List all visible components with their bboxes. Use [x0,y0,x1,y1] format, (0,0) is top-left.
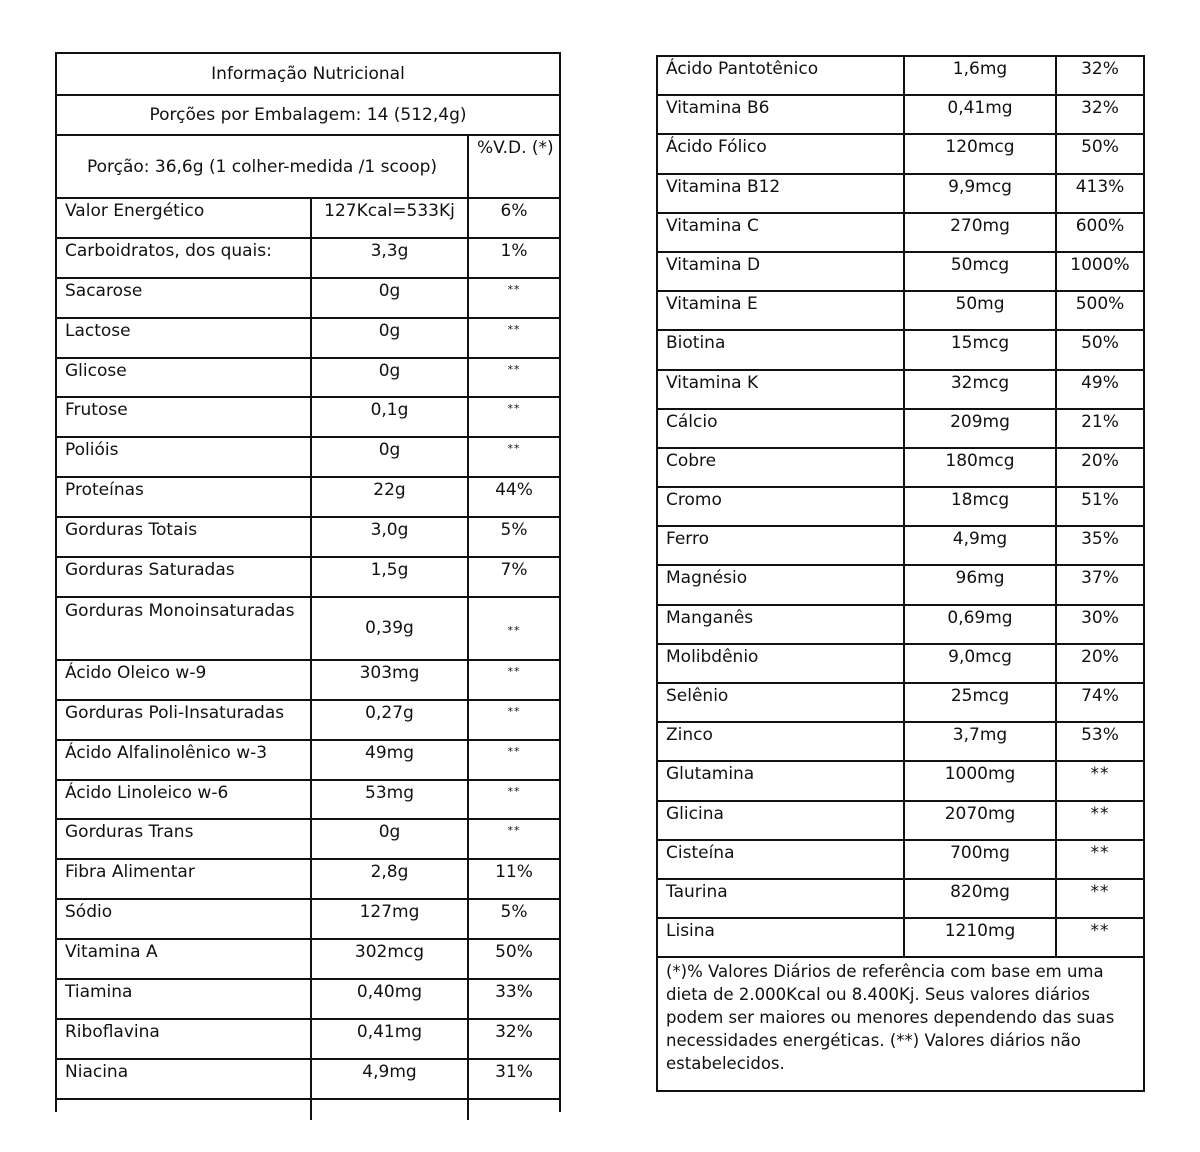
nutrient-name: Ácido Alfalinolênico w-3 [57,741,312,779]
nutrient-name: Niacina [57,1060,312,1098]
nutrient-amount: 50mcg [905,253,1057,290]
cutoff-cell [469,1100,559,1120]
nutrient-amount: 32mcg [905,371,1057,408]
nutrient-name: Gorduras Monoinsaturadas [57,598,312,659]
nutrient-vd: 32% [1081,59,1119,79]
portion-size: Porção: 36,6g (1 colher-medida /1 scoop) [57,136,469,197]
table-row [57,558,559,598]
nutrient-amount: 2,8g [312,860,469,898]
nutrient-vd: ** [507,744,521,758]
nutrient-vd: 49% [1081,372,1119,393]
nutrient-name: Molibdênio [658,645,905,682]
nutrient-amount: 15mcg [905,331,1057,368]
table-title: Informação Nutricional [211,64,405,84]
nutrient-name: Proteínas [57,478,312,516]
table-row [57,239,559,279]
nutrient-name: Valor Energético [57,199,312,237]
cutoff-cell [57,1100,312,1120]
portion-row [57,136,559,199]
nutrient-vd: 1000% [1070,254,1130,275]
nutrient-amount: 127Kcal=533Kj [312,199,469,237]
nutrition-table-right [656,55,1145,1092]
nutrient-vd: ** [507,442,521,456]
nutrient-vd: 6% [500,201,528,221]
nutrient-vd: 33% [495,982,533,1003]
nutrient-amount: 25mcg [905,684,1057,721]
nutrient-name: Frutose [57,398,312,436]
table-row [57,741,559,781]
nutrient-name: Gorduras Trans [57,820,312,858]
table-row [57,398,559,438]
nutrient-name: Ácido Linoleico w-6 [57,781,312,819]
table-row [658,449,1143,488]
nutrient-name: Ácido Pantotênico [658,57,905,94]
table-title-row [57,54,559,96]
nutrient-amount: 700mg [905,841,1057,878]
table-row [57,860,559,900]
nutrient-name: Cisteína [658,841,905,878]
table-row [658,527,1143,566]
table-row [658,919,1143,958]
nutrient-vd: ** [1090,764,1110,785]
nutrient-vd: ** [507,704,521,718]
nutrient-name: Cromo [658,488,905,525]
nutrient-vd: ** [507,282,521,296]
nutrient-amount: 0,39g [312,598,469,659]
nutrient-vd: 74% [1081,686,1119,706]
table-row [57,199,559,239]
nutrient-name: Tiamina [57,980,312,1018]
nutrient-amount: 0g [312,438,469,476]
nutrient-amount: 0g [312,319,469,357]
nutrient-vd: 5% [500,520,528,541]
nutrient-amount: 3,3g [312,239,469,277]
nutrient-name: Vitamina B6 [658,96,905,133]
table-row [658,684,1143,723]
nutrient-vd: 20% [1081,450,1119,471]
cutoff-cell [312,1100,469,1120]
nutrient-amount: 18mcg [905,488,1057,525]
nutrient-amount: 0,41mg [905,96,1057,133]
nutrient-name: Vitamina E [658,292,905,329]
footnote: (*)% Valores Diários de referência com base em uma dieta de 2.000Kcal ou 8.400Kj. Seus valores diários podem ser maiores ou menores dependendo das suas necessidades energéticas. (**) Valores diários não estabelecidos. [666,962,1115,1074]
table-row [57,518,559,558]
nutrient-amount: 127mg [312,900,469,938]
table-row [658,96,1143,135]
nutrient-amount: 209mg [905,410,1057,447]
nutrient-vd: 32% [1081,98,1119,119]
nutrient-amount: 0,41mg [312,1020,469,1058]
nutrient-vd: 413% [1075,176,1125,197]
nutrient-name: Sacarose [57,279,312,317]
table-row [57,980,559,1020]
nutrient-vd: ** [1090,842,1110,863]
nutrient-name: Fibra Alimentar [57,860,312,898]
nutrient-amount: 1,5g [312,558,469,596]
nutrient-amount: 180mcg [905,449,1057,486]
nutrient-vd: 500% [1075,294,1125,315]
nutrient-name: Gorduras Saturadas [57,558,312,596]
table-row-cutoff [57,1100,559,1120]
table-row [57,319,559,359]
table-row [57,1020,559,1060]
nutrient-amount: 49mg [312,741,469,779]
nutrient-amount: 302mcg [312,940,469,978]
table-row [57,1060,559,1100]
nutrient-vd: 7% [500,560,528,581]
nutrient-amount: 1210mg [905,919,1057,956]
nutrient-amount: 4,9mg [312,1060,469,1098]
nutrient-amount: 0g [312,279,469,317]
nutrient-name: Riboflavina [57,1020,312,1058]
nutrient-vd: 31% [495,1061,533,1082]
nutrient-name: Polióis [57,438,312,476]
nutrient-amount: 53mg [312,781,469,819]
table-row [658,880,1143,919]
table-row [57,661,559,701]
nutrient-vd: ** [507,402,521,416]
nutrient-name: Gorduras Totais [57,518,312,556]
table-row [57,359,559,399]
table-row [658,645,1143,684]
servings-row [57,96,559,136]
nutrient-amount: 96mg [905,566,1057,603]
nutrient-vd: 53% [1081,725,1119,746]
nutrient-vd: 21% [1081,411,1119,432]
nutrient-vd: 20% [1081,646,1119,667]
nutrient-name: Vitamina B12 [658,175,905,212]
nutrient-amount: 9,0mcg [905,645,1057,682]
table-row [57,940,559,980]
nutrient-vd: 32% [495,1021,533,1042]
nutrient-amount: 120mcg [905,135,1057,172]
table-row [57,598,559,661]
nutrient-name: Selênio [658,684,905,721]
nutrient-amount: 50mg [905,292,1057,329]
nutrient-amount: 0,69mg [905,606,1057,643]
nutrition-table-left [55,52,561,1112]
nutrient-amount: 0g [312,359,469,397]
nutrient-amount: 2070mg [905,802,1057,839]
table-row [658,762,1143,801]
nutrient-vd: ** [507,824,521,838]
nutrient-amount: 9,9mcg [905,175,1057,212]
nutrient-amount: 0,27g [312,701,469,739]
table-row [57,900,559,940]
nutrient-vd: 30% [1081,607,1119,628]
nutrient-vd: 44% [495,480,533,501]
nutrient-vd: ** [1090,803,1110,824]
table-row [658,214,1143,253]
table-row [57,820,559,860]
nutrient-vd: 11% [495,862,533,883]
nutrient-amount: 3,0g [312,518,469,556]
nutrient-vd: ** [507,784,521,798]
nutrient-vd: ** [507,623,521,637]
nutrient-amount: 0,1g [312,398,469,436]
nutrient-name: Glicose [57,359,312,397]
vd-header: %V.D. (*) [477,138,554,158]
nutrient-name: Gorduras Poli-Insaturadas [57,701,312,739]
nutrient-amount: 1000mg [905,762,1057,799]
table-row [658,371,1143,410]
table-row [57,279,559,319]
nutrient-name: Cobre [658,449,905,486]
nutrient-amount: 0,40mg [312,980,469,1018]
nutrient-name: Ácido Fólico [658,135,905,172]
nutrient-vd: ** [1090,921,1110,942]
nutrient-amount: 4,9mg [905,527,1057,564]
nutrient-vd: 50% [1081,333,1119,354]
nutrient-name: Ferro [658,527,905,564]
table-row [658,566,1143,605]
nutrient-name: Zinco [658,723,905,760]
nutrient-vd: ** [507,322,521,336]
nutrient-vd: 1% [500,240,528,261]
table-row [658,135,1143,174]
table-row [658,253,1143,292]
table-row [57,478,559,518]
nutrient-vd: ** [1090,881,1110,902]
nutrient-name: Ácido Oleico w-9 [57,661,312,699]
nutrient-vd: 35% [1081,529,1119,550]
nutrient-name: Carboidratos, dos quais: [57,239,312,277]
nutrient-name: Biotina [658,331,905,368]
table-row [57,781,559,821]
nutrient-name: Manganês [658,606,905,643]
nutrient-amount: 1,6mg [905,57,1057,94]
nutrient-name: Taurina [658,880,905,917]
table-row [658,802,1143,841]
table-row [658,606,1143,645]
nutrient-vd: ** [507,664,521,678]
nutrient-name: Cálcio [658,410,905,447]
nutrient-vd: 37% [1081,568,1119,589]
nutrient-vd: 50% [1081,137,1119,158]
table-row [57,701,559,741]
nutrient-vd: 50% [495,942,533,963]
table-row [658,410,1143,449]
nutrient-amount: 0g [312,820,469,858]
nutrient-name: Magnésio [658,566,905,603]
table-row [658,292,1143,331]
table-row [658,841,1143,880]
nutrient-name: Vitamina K [658,371,905,408]
nutrient-amount: 303mg [312,661,469,699]
table-row [658,723,1143,762]
nutrient-name: Glicina [658,802,905,839]
table-row [658,57,1143,96]
left-rows [57,199,559,1120]
servings-per-pack: Porções por Embalagem: 14 (512,4g) [149,105,467,125]
nutrient-amount: 22g [312,478,469,516]
nutrient-amount: 820mg [905,880,1057,917]
nutrient-name: Glutamina [658,762,905,799]
nutrient-vd: 51% [1081,490,1119,511]
nutrient-name: Lisina [658,919,905,956]
nutrient-name: Vitamina C [658,214,905,251]
nutrient-vd: ** [507,362,521,376]
nutrient-name: Vitamina A [57,940,312,978]
table-row [658,175,1143,214]
table-row [658,331,1143,370]
nutrient-name: Vitamina D [658,253,905,290]
right-rows [658,57,1143,958]
nutrient-name: Sódio [57,900,312,938]
nutrient-name: Lactose [57,319,312,357]
table-row [57,438,559,478]
nutrient-amount: 270mg [905,214,1057,251]
table-row [658,488,1143,527]
nutrient-vd: 600% [1075,215,1125,236]
nutrient-amount: 3,7mg [905,723,1057,760]
nutrient-vd: 5% [500,902,528,923]
